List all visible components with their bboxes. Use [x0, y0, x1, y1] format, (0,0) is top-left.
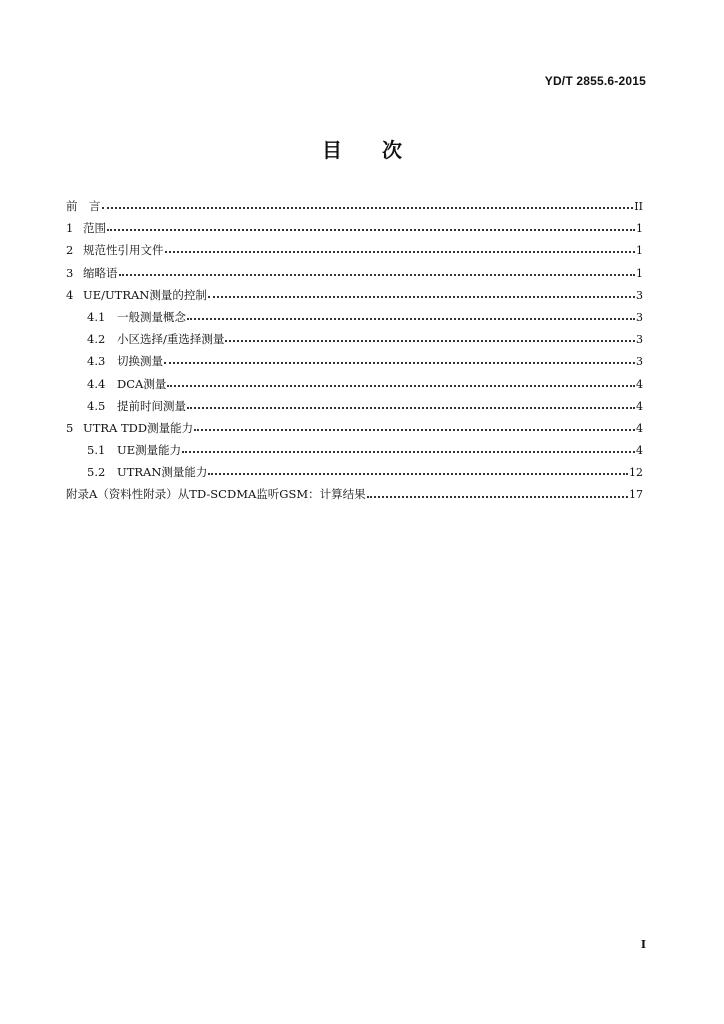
toc-page: 3 [636, 333, 643, 347]
toc-page: 3 [636, 288, 643, 302]
toc-leader-dots [119, 274, 636, 276]
toc-label: UE/UTRAN测量的控制 [83, 287, 207, 302]
toc-entry-normative-references[interactable] [66, 242, 643, 264]
toc-number: 2 [66, 243, 74, 258]
toc-number: 4.2 [87, 332, 106, 347]
toc-entry-5-2[interactable] [66, 464, 643, 486]
toc-label: UTRAN测量能力 [117, 465, 208, 480]
toc-leader-dots [187, 407, 635, 409]
toc-label: 切换测量 [117, 354, 163, 369]
toc-label: 小区选择/重选择测量 [117, 332, 225, 347]
toc-page: 12 [629, 466, 643, 480]
toc-entry-4-4[interactable] [66, 376, 643, 398]
toc-leader-dots [367, 496, 628, 498]
toc-leader-dots [167, 385, 635, 387]
toc-label: DCA测量 [117, 376, 167, 391]
toc-page: 1 [636, 266, 643, 280]
toc-page: II [634, 200, 643, 213]
toc-leader-dots [187, 318, 635, 320]
toc-page: 4 [636, 377, 643, 391]
toc-entry-4-3[interactable] [66, 353, 643, 375]
toc-label: UTRA TDD测量能力 [83, 420, 194, 435]
toc-label: 规范性引用文件 [83, 243, 164, 258]
toc-page: 4 [636, 421, 643, 435]
toc-number: 5.2 [87, 465, 106, 480]
toc-page: 3 [636, 355, 643, 369]
toc-number: 4 [66, 287, 74, 302]
toc-leader-dots [225, 340, 635, 342]
toc-entry-4-1[interactable] [66, 309, 643, 331]
toc-leader-dots [107, 229, 635, 231]
toc-page: 17 [629, 488, 643, 502]
toc-number: 4.3 [87, 354, 106, 369]
toc-entry-foreword[interactable] [66, 198, 643, 220]
toc-label: UE测量能力 [117, 443, 182, 458]
toc-entry-4-5[interactable] [66, 398, 643, 420]
toc-page: 3 [636, 310, 643, 324]
toc-leader-dots [194, 429, 635, 431]
document-code: YD/T 2855.6-2015 [544, 74, 646, 88]
toc-label: 一般测量概念 [117, 309, 186, 324]
toc-leader-dots [208, 473, 628, 475]
toc-leader-dots [208, 296, 635, 298]
toc-entry-measurement-control[interactable] [66, 287, 643, 309]
toc-page: 4 [636, 399, 643, 413]
toc-leader-dots [164, 362, 635, 364]
toc-entry-scope[interactable] [66, 220, 643, 242]
toc-label: 缩略语 [83, 265, 118, 280]
toc-entry-annex-a[interactable] [66, 486, 643, 508]
toc-leader-dots [102, 207, 634, 209]
toc-number: 1 [66, 221, 74, 236]
toc-page: 1 [636, 222, 643, 236]
toc-page: 4 [636, 444, 643, 458]
toc-label: 前 言 [66, 199, 101, 213]
table-of-contents [66, 198, 643, 509]
toc-number: 5.1 [87, 443, 106, 458]
page-number: I [640, 938, 646, 951]
toc-number: 4.4 [87, 376, 106, 391]
toc-leader-dots [165, 251, 636, 253]
toc-title: 目次 [322, 138, 442, 162]
toc-number: 4.5 [87, 398, 106, 413]
toc-number: 4.1 [87, 309, 106, 324]
toc-label: 范围 [83, 221, 106, 236]
toc-entry-4-2[interactable] [66, 331, 643, 353]
toc-number: 3 [66, 265, 74, 280]
toc-entry-abbreviations[interactable] [66, 265, 643, 287]
toc-entry-5-1[interactable] [66, 442, 643, 464]
toc-page: 1 [636, 244, 643, 258]
toc-number: 5 [66, 420, 74, 435]
toc-entry-measurement-capability[interactable] [66, 420, 643, 442]
toc-label: 提前时间测量 [117, 398, 186, 413]
toc-leader-dots [182, 451, 635, 453]
toc-label: 附录A（资料性附录）从TD-SCDMA监听GSM：计算结果 [66, 487, 366, 502]
